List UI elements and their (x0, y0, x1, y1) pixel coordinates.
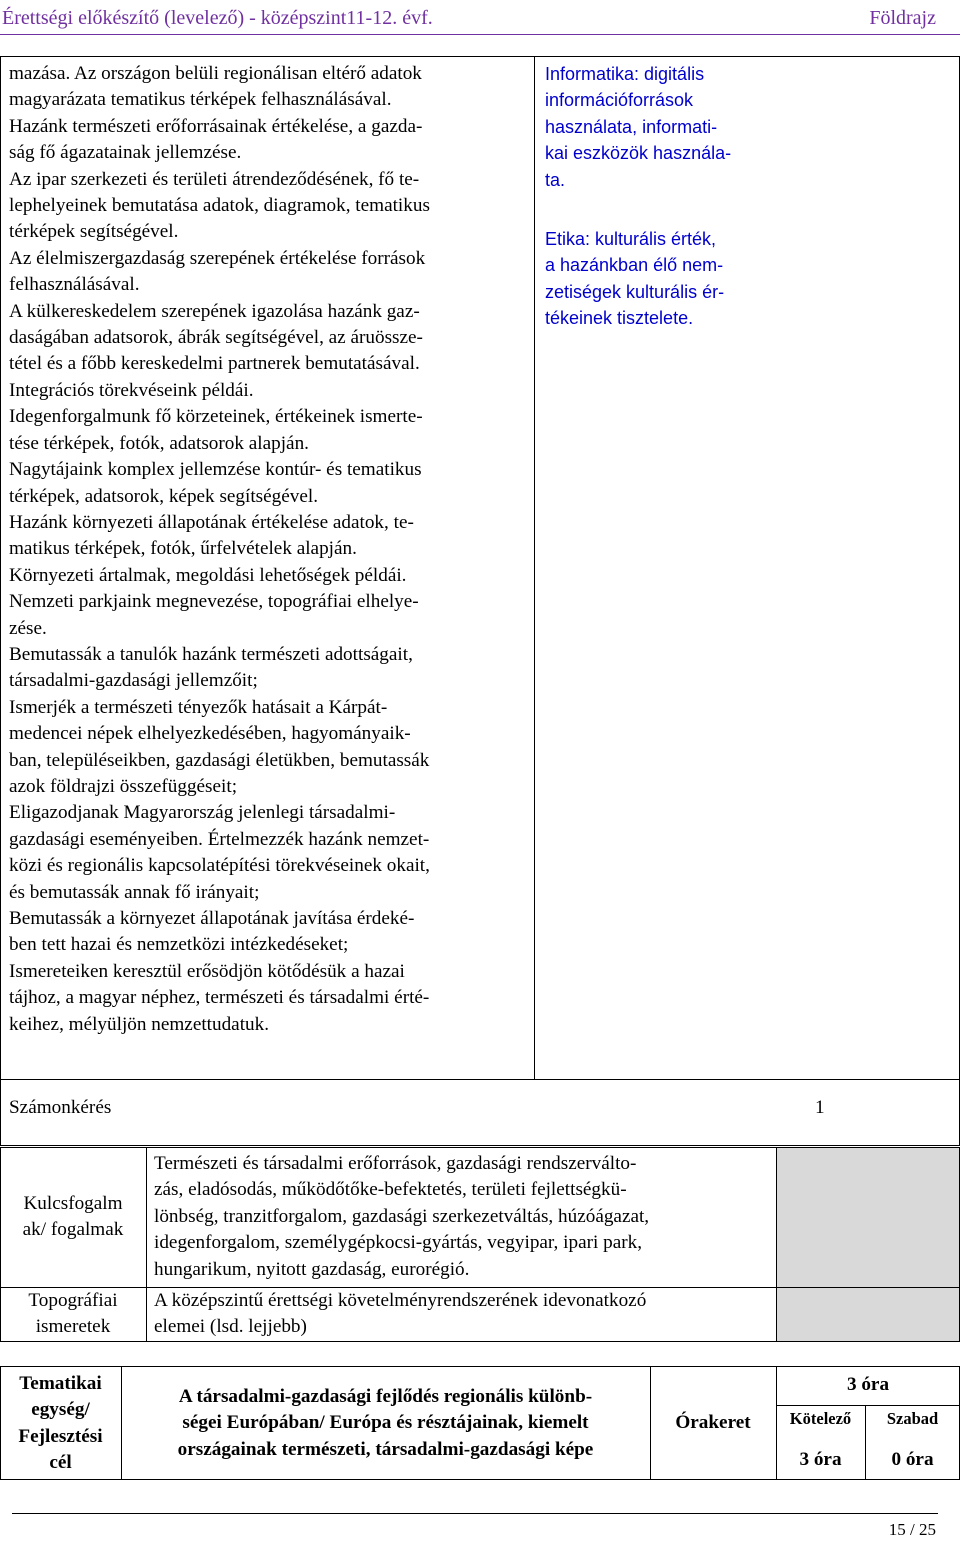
text-line: Az élelmiszergazdaság szerepének értékelése források (9, 247, 426, 269)
text-line: tékeinek tisztelete. (545, 308, 694, 329)
concepts-divider (146, 1147, 147, 1342)
text-line: medencei népek elhelyezkedésében, hagyományaik- (9, 723, 411, 745)
title-line: országainak természeti, társadalmi-gazdasági képe (177, 1438, 594, 1460)
text-line: a hazánkban élő nem- (545, 255, 724, 276)
text-line: Integrációs törekvéseink példái. (9, 379, 254, 401)
label-line: egység/ (31, 1399, 90, 1421)
text-line: Környezeti ártalmak, megoldási lehetőségek példái. (9, 564, 407, 586)
topography-label (0, 1288, 146, 1341)
grey-cell (777, 1148, 959, 1287)
header-rule (0, 34, 960, 35)
development-goals-text (9, 61, 529, 1038)
label-line: Tematikai (19, 1373, 102, 1394)
text-line: matikus térképek, fotók, űrfelvételek alapján. (9, 538, 357, 560)
text-line: Nemzeti parkjaink megnevezése, topográfiai elhelye- (9, 591, 419, 613)
text-line: Nagytájaink komplex jellemzése kontúr- és tematikus (9, 459, 422, 481)
text-line: zetiségek kulturális ér- (545, 281, 725, 302)
text-line: hungarikum, nyitott gazdaság, eurorégió. (154, 1258, 470, 1280)
text-line: idegenforgalom, személygépkocsi-gyártás, vegyipar, ipari park, (154, 1232, 642, 1254)
text-line: daságában adatsorok, ábrák segítségével, az áruössze- (9, 327, 423, 349)
label-line: cél (49, 1452, 72, 1474)
concepts-text (154, 1151, 774, 1283)
text-line: és bemutassák annak fő irányait; (9, 881, 260, 903)
text-line: Bemutassák a környezet állapotának javítása érdeké- (9, 908, 415, 929)
text-line: A külkereskedelem szerepének igazolása hazánk gaz- (9, 300, 420, 322)
free-hours: 0 óra (891, 1449, 934, 1470)
text-line: Eligazodjanak Magyarország jelenlegi társadalmi- (9, 802, 396, 824)
text-line: gazdasági eseményeiben. Értelmezzék hazánk nemzet- (9, 828, 430, 850)
mandatory-hours: 3 óra (799, 1449, 842, 1470)
text-line: tése térképek, fotók, adatsorok alapján. (9, 432, 309, 454)
text-line: felhasználásával. (9, 274, 140, 296)
assessment-value: 1 (815, 1097, 825, 1118)
text-line: Hazánk természeti erőforrásainak értékelése, a gazda- (9, 115, 423, 137)
text-line: elemei (lsd. lejjebb) (154, 1316, 307, 1338)
text-line: Idegenforgalmunk fő körzeteinek, értékeinek ismerte- (9, 406, 423, 428)
hours-label: Órakeret (675, 1412, 751, 1433)
title-line: ségei Európában/ Európa és résztájainak, kiemelt (182, 1412, 589, 1434)
total-hours: 3 óra (846, 1374, 890, 1395)
label-line: Topográfiai (28, 1290, 118, 1311)
label-line: ak/ fogalmak (22, 1219, 124, 1241)
text-line: Etika: kulturális érték, (545, 229, 717, 249)
title-line: A társadalmi-gazdasági fejlődés regionális különb- (178, 1386, 593, 1407)
label-line: Kulcsfogalm (23, 1193, 123, 1214)
text-line: Természeti és társadalmi erőforrások, gazdasági rendszerválto- (154, 1153, 637, 1174)
text-line: zése. (9, 617, 47, 639)
topography-text (154, 1288, 774, 1341)
cross-curricular-ethics (545, 226, 955, 332)
footer-rule (12, 1513, 938, 1514)
text-line: térképek segítségével. (9, 221, 179, 243)
text-line: keihez, mélyüljön nemzettudatuk. (9, 1013, 270, 1035)
text-line: információforrások (545, 90, 694, 111)
text-line: társadalmi-gazdasági jellemzőit; (9, 670, 258, 692)
text-line: magyarázata tematikus térképek felhasználásával. (9, 89, 392, 111)
unit-label (0, 1371, 121, 1477)
text-line: Az ipar szerkezeti és területi átrendeződésének, fő te- (9, 168, 420, 190)
text-line: ta. (545, 169, 566, 190)
text-line: ság fő ágazatainak jellemzése. (9, 142, 242, 164)
column-divider (534, 56, 535, 1080)
unit-title (121, 1384, 650, 1463)
header-title: Érettségi előkészítő (levelező) - középszint11-12. évf. (2, 7, 433, 29)
text-line: mazása. Az országon belüli regionálisan eltérő adatok (9, 63, 422, 84)
text-line: Bemutassák a tanulók hazánk természeti adottságait, (9, 643, 413, 665)
text-line: zás, eladósodás, működőtőke-befektetés, területi fejlettségkü- (154, 1179, 627, 1201)
text-line: lephelyeinek bemutatása adatok, diagramok, tematikus (9, 195, 430, 217)
label-line: Fejlesztési (18, 1425, 103, 1447)
text-line: Ismereteiken keresztül erősödjön kötődésük a hazai (9, 960, 405, 982)
cross-curricular-informatics (545, 61, 955, 193)
text-line: közi és regionális kapcsolatépítési törekvéseinek okait, (9, 855, 430, 877)
text-line: Ismerjék a természeti tényezők hatásait a Kárpát- (9, 696, 388, 718)
text-line: tájhoz, a magyar néphez, természeti és társadalmi érté- (9, 987, 430, 1009)
text-line: ban, településeikben, gazdasági életükben, bemutassák (9, 749, 430, 771)
text-line: használata, informati- (545, 116, 718, 137)
text-line: Informatika: digitális (545, 64, 705, 84)
text-line: tétel és a főbb kereskedelmi partnerek bemutatásával. (9, 353, 420, 375)
text-line: azok földrajzi összefüggéseit; (9, 775, 238, 797)
text-line: lönbség, tranzitforgalom, gazdasági szerkezetváltás, húzóágazat, (154, 1205, 650, 1227)
mandatory-label: Kötelező (789, 1409, 852, 1428)
assessment-label: Számonkérés (9, 1097, 112, 1118)
label-line: ismeretek (35, 1316, 111, 1338)
text-line: A középszintű érettségi követelményrendszerének idevonatkozó (154, 1290, 647, 1311)
text-line: kai eszközök használa- (545, 143, 732, 164)
grey-cell (777, 1288, 959, 1341)
free-label: Szabad (886, 1409, 939, 1428)
concepts-label (0, 1191, 146, 1244)
text-line: ben tett hazai és nemzetközi intézkedéseket; (9, 934, 349, 956)
unit-row-divider (776, 1405, 960, 1406)
text-line: térképek, adatsorok, képek segítségével. (9, 485, 319, 507)
header-subject: Földrajz (869, 7, 936, 29)
page-number: 15 / 25 (888, 1520, 936, 1539)
text-line: Hazánk környezeti állapotának értékelése adatok, te- (9, 511, 414, 533)
